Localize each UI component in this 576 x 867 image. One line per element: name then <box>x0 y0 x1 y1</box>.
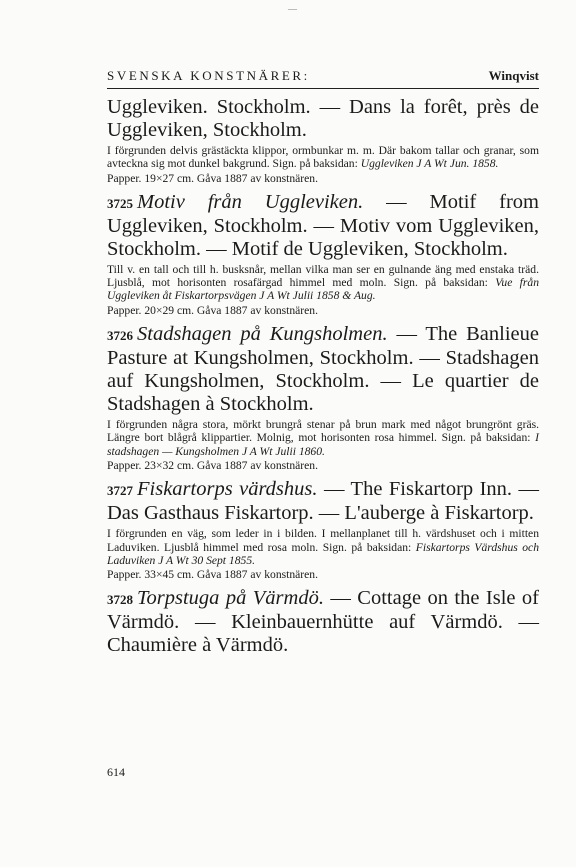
catalog-entry <box>107 323 539 472</box>
entry-number: 3728 <box>107 592 133 608</box>
entry-title <box>107 323 539 416</box>
entry-number: 3727 <box>107 483 133 499</box>
catalog-entry <box>107 96 539 185</box>
catalog-entry <box>107 587 539 657</box>
entry-description-text: I förgrunden några stora, mörkt brungrå stenar på brun mark med något brungrönt gräs. Längre bort blågrå klippartier. Molnig, mot horisonten rosa himmel. Sign. på baksidan: <box>107 418 539 445</box>
entry-number: 3725 <box>107 195 133 211</box>
running-header <box>107 68 539 89</box>
scan-mark: — <box>288 4 297 14</box>
entry-title-italic: Torpstuga på Värmdö. <box>137 587 324 610</box>
entry-description <box>107 144 539 171</box>
catalog-entry <box>107 191 539 317</box>
entry-title-italic: Motiv från Uggleviken. <box>137 190 364 213</box>
header-section: SVENSKA KONSTNÄRER: <box>107 68 310 83</box>
entry-title-italic: Fiskartorps värdshus. <box>137 478 318 501</box>
entry-description-text: I förgrunden delvis grästäckta klippor, ormbunkar m. m. Där bakom tallar och granar, som avteckna sig mot dunkel bakgrund. Sign. på baksidan: <box>107 144 539 171</box>
entry-title <box>107 587 539 657</box>
entry-description <box>107 418 539 458</box>
entry-title <box>107 478 539 525</box>
entry-description <box>107 263 539 303</box>
entry-meta: Papper. 23×32 cm. Gåva 1887 av konstnären. <box>107 458 318 472</box>
entry-title-text: — The Banlieue Pasture at Kungsholmen, Stockholm. — Stadshagen auf Kungsholmen, Stockholm. — Le quartier de Stadshagen à Stockholm. <box>107 323 539 416</box>
entry-number: 3726 <box>107 328 133 344</box>
entry-meta: Papper. 19×27 cm. Gåva 1887 av konstnären. <box>107 171 318 185</box>
entry-signature: Vue från Uggleviken åt Fiskartorpsvägen J A Wt Julii 1858 & Aug. <box>107 276 539 303</box>
header-author: Winqvist <box>488 68 539 83</box>
entry-title-text: Uggleviken. Stockholm. — Dans la forêt, près de Uggleviken, Stockholm. <box>107 96 539 141</box>
entry-meta: Papper. 33×45 cm. Gåva 1887 av konstnären. <box>107 568 318 582</box>
entry-signature: Uggleviken J A Wt Jun. 1858. <box>360 157 499 171</box>
entry-title <box>107 96 539 142</box>
entry-title-text: — Cottage on the Isle of Värmdö. — Kleinbauernhütte auf Värmdö. — Chaumière à Värmdö. <box>107 587 539 657</box>
page <box>107 68 539 657</box>
page-number: 614 <box>107 765 125 779</box>
entry-signature: Fiskartorps Värdshus och Laduviken J A Wt 30 Sept 1855. <box>107 540 539 567</box>
entry-meta: Papper. 20×29 cm. Gåva 1887 av konstnären. <box>107 303 318 317</box>
entry-title <box>107 191 539 261</box>
catalog-entry <box>107 478 539 581</box>
entry-description-text: I förgrunden en väg, som leder in i bilden. I mellanplanet till h. värdshuset och i mitten Laduviken. Ljusblå himmel med rosa moln. Sign. på baksidan: <box>107 527 539 554</box>
entry-title-text: — The Fiskartorp Inn. — Das Gasthaus Fiskartorp. — L'auberge à Fiskartorp. <box>107 478 539 525</box>
entry-description-text: Till v. en tall och till h. busksnår, mellan vilka man ser en gulnande äng med enstaka träd. Ljusblå, mot horisonten rosafärgad himmel med moln. Sign. på baksidan: <box>107 262 539 290</box>
entry-description <box>107 527 539 567</box>
entry-title-italic: Stadshagen på Kungsholmen. <box>137 323 388 346</box>
entry-title-text: — Motif from Uggleviken, Stockholm. — Motiv vom Uggleviken, Stockholm. — Motif de Uggleviken, Stockholm. <box>107 190 539 260</box>
entry-signature: I stadshagen — Kungsholmen J A Wt Julii 1860. <box>107 431 539 458</box>
